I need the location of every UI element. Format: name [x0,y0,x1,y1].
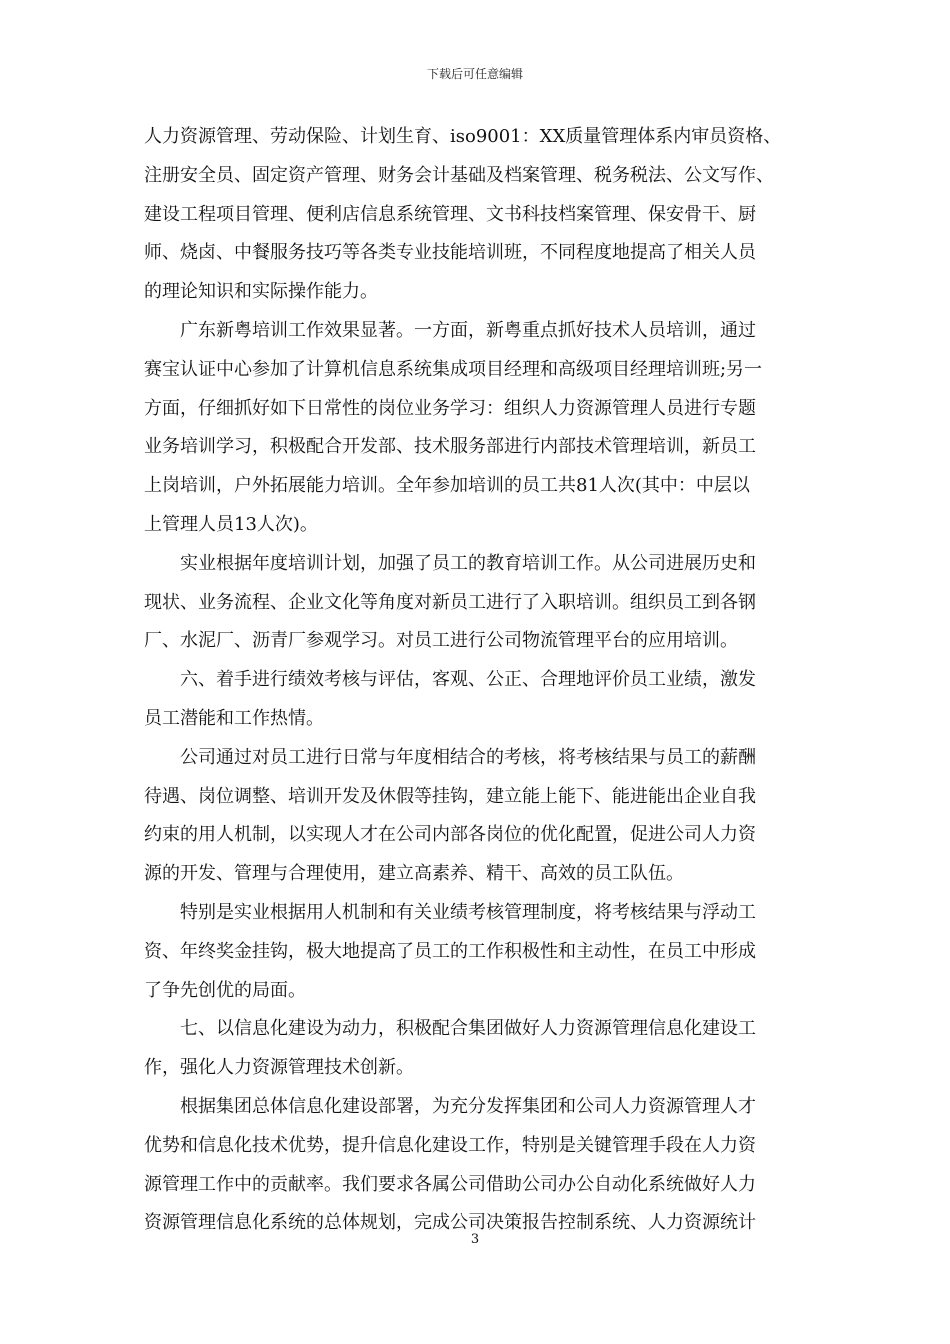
paragraph-line: 人力资源管理、劳动保险、计划生育、iso9001：XX质量管理体系内审员资格、 [144,126,782,147]
paragraph-line: 资、年终奖金挂钩，极大地提高了员工的工作积极性和主动性，在员工中形成 [144,940,756,962]
paragraph [144,1010,810,1088]
paragraph-line: 根据集团总体信息化建设部署，为充分发挥集团和公司人力资源管理人才 [180,1095,756,1117]
paragraph-line: 赛宝认证中心参加了计算机信息系统集成项目经理和高级项目经理培训班;另一 [144,358,763,380]
paragraph-line: 上岗培训，户外拓展能力培训。全年参加培训的员工共81人次(其中：中层以 [144,475,750,497]
paragraph [144,545,810,661]
paragraph-line: 师、烧卤、中餐服务技巧等各类专业技能培训班，不同程度地提高了相关人员 [144,242,756,264]
paragraph-line: 了争先创优的局面。 [144,979,306,1001]
paragraph-line: 业务培训学习，积极配合开发部、技术服务部进行内部技术管理培训，新员工 [144,436,756,458]
paragraph-line: 约束的用人机制，以实现人才在公司内部各岗位的优化配置，促进公司人力资 [144,824,756,846]
paragraph [144,118,810,312]
paragraph-line: 厂、水泥厂、沥青厂参观学习。对员工进行公司物流管理平台的应用培训。 [144,630,738,652]
paragraph [144,894,810,1010]
paragraph-line: 作，强化人力资源管理技术创新。 [144,1057,414,1079]
paragraph-line: 六、着手进行绩效考核与评估，客观、公正、合理地评价员工业绩，激发 [180,669,756,691]
paragraph-line: 优势和信息化技术优势，提升信息化建设工作，特别是关键管理手段在人力资 [144,1134,756,1156]
paragraph [144,312,810,545]
paragraph-line: 的理论知识和实际操作能力。 [144,281,378,303]
paragraph-line: 广东新粤培训工作效果显著。一方面，新粤重点抓好技术人员培训，通过 [180,319,756,341]
paragraph-line: 七、以信息化建设为动力，积极配合集团做好人力资源管理信息化建设工 [180,1018,756,1040]
paragraph-line: 现状、业务流程、企业文化等角度对新员工进行了入职培训。组织员工到各钢 [144,591,756,613]
paragraph-line: 上管理人员13人次)。 [144,513,318,535]
paragraph-line: 注册安全员、固定资产管理、财务会计基础及档案管理、税务税法、公文写作、 [144,164,774,186]
paragraph-line: 员工潜能和工作热情。 [144,707,324,729]
paragraph-line: 特别是实业根据用人机制和有关业绩考核管理制度，将考核结果与浮动工 [180,901,756,923]
paragraph [144,1088,810,1243]
paragraph-line: 源的开发、管理与合理使用，建立高素养、精干、高效的员工队伍。 [144,863,684,885]
paragraph-line: 建设工程项目管理、便利店信息系统管理、文书科技档案管理、保安骨干、厨 [144,203,756,225]
page-number: 3 [470,1232,480,1247]
paragraph-line: 资源管理信息化系统的总体规划，完成公司决策报告控制系统、人力资源统计 [144,1212,756,1234]
paragraph-line: 公司通过对员工进行日常与年度相结合的考核，将考核结果与员工的薪酬 [180,746,756,768]
paragraph-line: 源管理工作中的贡献率。我们要求各属公司借助公司办公自动化系统做好人力 [144,1173,756,1195]
paragraph [144,739,810,894]
paragraph-line: 待遇、岗位调整、培训开发及休假等挂钩，建立能上能下、能进能出企业自我 [144,785,756,807]
page-header-note: 下载后可任意编辑 [426,67,523,81]
paragraph [144,661,810,739]
paragraph-line: 方面，仔细抓好如下日常性的岗位业务学习：组织人力资源管理人员进行专题 [144,397,756,419]
paragraph-line: 实业根据年度培训计划，加强了员工的教育培训工作。从公司进展历史和 [180,552,756,574]
document-body [144,118,810,1243]
